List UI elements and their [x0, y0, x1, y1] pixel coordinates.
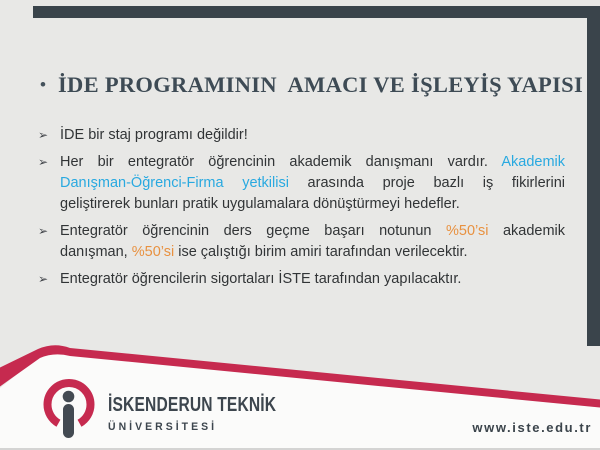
page-title: İDE PROGRAMININ AMACI VE İŞLEYİŞ YAPISI: [58, 72, 584, 97]
right-bar: [587, 6, 600, 346]
bullet-text: [60, 152, 565, 215]
plain-text: geliştirerek bunları pratik uygulamalara dönüştürmeyi hedefler.: [60, 196, 460, 212]
highlight-text: %50’si: [446, 223, 489, 239]
bullet-list: [38, 125, 565, 296]
website-url: www.iste.edu.tr: [472, 420, 592, 435]
university-logo-text: [108, 395, 324, 433]
plain-text: danışman,: [60, 244, 132, 260]
text-line: [60, 194, 565, 215]
list-item: [38, 269, 565, 290]
plain-text: Entegratör öğrencinin ders geçme başarı notunun: [60, 223, 446, 239]
plain-text: akademik: [488, 223, 565, 239]
text-line: [60, 173, 565, 194]
plain-text: arasında proje bazlı iş fikirlerini: [288, 175, 565, 191]
highlight-text: Danışman-Öğrenci-Firma yetkilisi: [60, 175, 289, 191]
title-bullet-icon: •: [40, 75, 46, 94]
top-bar: [33, 6, 600, 18]
bullet-text: [60, 221, 565, 263]
plain-text: İDE bir staj programı değildir!: [60, 127, 248, 143]
highlight-text: Akademik: [501, 154, 565, 170]
list-item: [38, 125, 565, 146]
bullet-text: [60, 125, 565, 146]
bullet-arrow-icon: ➢: [38, 224, 49, 238]
bullet-arrow-icon: ➢: [38, 155, 49, 169]
bullet-text: [60, 269, 565, 290]
text-line: [60, 269, 565, 290]
plain-text: ise çalıştığı birim amiri tarafından verilecektir.: [174, 244, 468, 260]
plain-text: Her bir entegratör öğrencinin akademik danışmanı vardır.: [60, 154, 502, 170]
plain-text: Entegratör öğrencilerin sigortaları İSTE tarafından yapılacaktır.: [60, 271, 462, 287]
logo-i-stem-icon: [63, 404, 74, 438]
bullet-arrow-icon: ➢: [38, 128, 49, 142]
list-item: [38, 152, 565, 215]
list-item: [38, 221, 565, 263]
logo-title: İSKENDERUN TEKNİK: [108, 394, 277, 416]
bullet-arrow-icon: ➢: [38, 272, 49, 286]
logo-i-dot-icon: [63, 391, 75, 403]
highlight-text: %50’si: [131, 244, 175, 260]
text-line: [60, 242, 565, 263]
text-line: [60, 221, 565, 242]
title-row: [40, 72, 583, 98]
text-line: [60, 125, 565, 146]
text-line: [60, 152, 565, 173]
logo-subtitle: ÜNİVERSİTESİ: [108, 421, 218, 433]
